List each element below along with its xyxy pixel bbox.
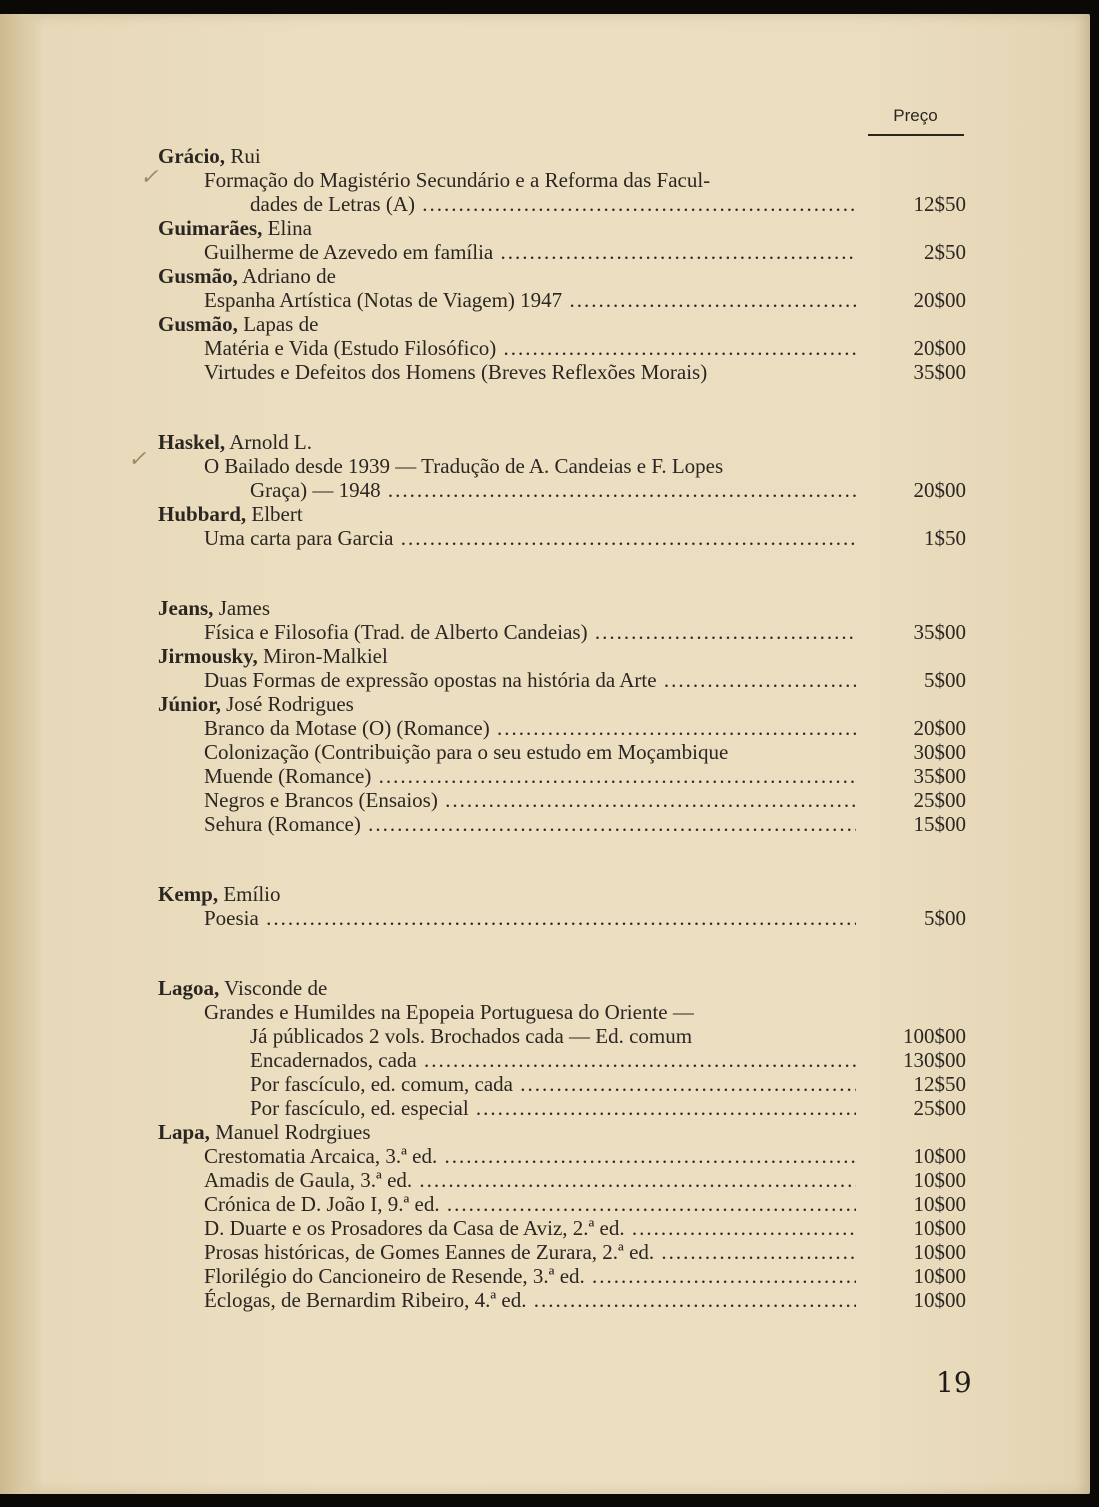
section-gap [158, 550, 968, 596]
author-heading [158, 692, 968, 716]
book-subtitle: Por fascículo, ed. especial ..... [250, 1096, 856, 1120]
book-entry [158, 668, 968, 692]
book-price: 10$00 [913, 1264, 966, 1288]
book-price: 10$00 [913, 1240, 966, 1264]
book-title: Duas Formas de expressão opostas na história da Arte ..... [204, 668, 856, 692]
book-price: 10$00 [913, 1168, 966, 1192]
book-title: Prosas históricas, de Gomes Eannes de Zurara, 2.ª ed. ..... [204, 1240, 856, 1264]
author-surname: Lagoa, [158, 976, 220, 1000]
author-heading [158, 596, 968, 620]
author-given-name: Lapas de [243, 312, 319, 336]
book-title: Muende (Romance) ..... [204, 764, 856, 788]
book-price: 12$50 [913, 192, 966, 216]
author-given-name: Arnold L. [229, 430, 313, 454]
author-given-name: Manuel Rodrgiues [215, 1120, 371, 1144]
book-title: Florilégio do Cancioneiro de Resende, 3.ª ed. ..... [204, 1264, 856, 1288]
page-spine [0, 14, 42, 1494]
book-title: Uma carta para Garcia ..... [204, 526, 856, 550]
book-title: Formação do Magistério Secundário e a Reforma das Facul- [204, 168, 711, 192]
book-entry [158, 764, 968, 788]
book-entry [158, 288, 968, 312]
book-entry [158, 526, 968, 550]
author-surname: Lapa, [158, 1120, 210, 1144]
book-title: Crónica de D. João I, 9.ª ed. ..... [204, 1192, 856, 1216]
author-given-name: Emílio [223, 882, 281, 906]
author-surname: Júnior, [158, 692, 221, 716]
book-sub-entry [158, 1096, 968, 1120]
author-given-name: José Rodrigues [226, 692, 354, 716]
author-given-name: Elbert [251, 502, 303, 526]
price-header-rule [868, 134, 964, 136]
book-entry [158, 478, 968, 502]
author-surname: Guimarães, [158, 216, 263, 240]
book-entry [158, 906, 968, 930]
author-heading [158, 1120, 968, 1144]
book-title: Negros e Brancos (Ensaios) ..... [204, 788, 856, 812]
book-title-continued: Graça) — 1948 ..... [250, 478, 856, 502]
author-given-name: Miron-Malkiel [263, 644, 388, 668]
book-title-continued: dades de Letras (A) ..... [250, 192, 856, 216]
book-price: 25$00 [913, 1096, 966, 1120]
book-title: Grandes e Humildes na Epopeia Portuguesa do Oriente — [204, 1000, 694, 1024]
book-entry [158, 168, 968, 192]
book-entry [158, 788, 968, 812]
author-surname: Haskel, [158, 430, 226, 454]
book-title: Poesia ..... [204, 906, 856, 930]
book-entry [158, 1192, 968, 1216]
author-given-name: Adriano de [242, 264, 336, 288]
book-entry [158, 1288, 968, 1312]
section-gap [158, 836, 968, 882]
book-entry [158, 454, 968, 478]
author-given-name: James [218, 596, 271, 620]
author-heading [158, 264, 968, 288]
book-title: Espanha Artística (Notas de Viagem) 1947 ..... [204, 288, 856, 312]
book-title: Matéria e Vida (Estudo Filosófico) ..... [204, 336, 856, 360]
book-price: 10$00 [913, 1144, 966, 1168]
author-given-name: Visconde de [224, 976, 328, 1000]
section-gap [158, 384, 968, 430]
pencil-check-mark: ✓ [140, 164, 159, 189]
book-title: Virtudes e Defeitos dos Homens (Breves Reflexões Morais) [204, 360, 708, 384]
book-price: 10$00 [913, 1216, 966, 1240]
author-heading [158, 312, 968, 336]
book-price: 20$00 [913, 478, 966, 502]
book-title: Guilherme de Azevedo em família ..... [204, 240, 856, 264]
book-title: Branco da Motase (O) (Romance) ..... [204, 716, 856, 740]
author-surname: Gusmão, [158, 264, 238, 288]
book-entry [158, 336, 968, 360]
book-price: 20$00 [913, 716, 966, 740]
book-entry [158, 1144, 968, 1168]
catalog-list [158, 144, 968, 1312]
book-title: Amadis de Gaula, 3.ª ed. ..... [204, 1168, 856, 1192]
book-sub-entry [158, 1048, 968, 1072]
book-title: Crestomatia Arcaica, 3.ª ed. ..... [204, 1144, 856, 1168]
author-heading [158, 882, 968, 906]
author-surname: Kemp, [158, 882, 219, 906]
book-price: 35$00 [913, 360, 966, 384]
book-title: Sehura (Romance) ..... [204, 812, 856, 836]
book-entry [158, 192, 968, 216]
book-entry [158, 620, 968, 644]
book-entry [158, 240, 968, 264]
book-price: 130$00 [903, 1048, 966, 1072]
book-price: 35$00 [913, 764, 966, 788]
author-heading [158, 976, 968, 1000]
book-price: 2$50 [924, 240, 966, 264]
book-title: D. Duarte e os Prosadores da Casa de Aviz, 2.ª ed. ..... [204, 1216, 856, 1240]
book-price: 15$00 [913, 812, 966, 836]
book-sub-entry [158, 1072, 968, 1096]
book-entry [158, 740, 968, 764]
book-price: 1$50 [924, 526, 966, 550]
author-surname: Jeans, [158, 596, 214, 620]
book-subtitle: Por fascículo, ed. comum, cada ..... [250, 1072, 856, 1096]
book-subtitle: Já públicados 2 vols. Brochados cada — Ed. comum [250, 1024, 693, 1048]
book-entry [158, 1168, 968, 1192]
book-sub-entry [158, 1024, 968, 1048]
book-price: 10$00 [913, 1192, 966, 1216]
book-price: 25$00 [913, 788, 966, 812]
author-heading [158, 144, 968, 168]
book-price: 20$00 [913, 288, 966, 312]
book-price: 5$00 [924, 906, 966, 930]
book-price: 30$00 [913, 740, 966, 764]
author-heading [158, 644, 968, 668]
book-price: 12$50 [913, 1072, 966, 1096]
book-price: 20$00 [913, 336, 966, 360]
book-entry [158, 1216, 968, 1240]
book-price: 100$00 [903, 1024, 966, 1048]
section-gap [158, 930, 968, 976]
author-surname: Gusmão, [158, 312, 238, 336]
book-entry [158, 812, 968, 836]
book-title: Física e Filosofia (Trad. de Alberto Candeias) ..... [204, 620, 856, 644]
book-price: 5$00 [924, 668, 966, 692]
author-heading [158, 216, 968, 240]
book-price: 10$00 [913, 1288, 966, 1312]
author-given-name: Elina [267, 216, 312, 240]
book-price: 35$00 [913, 620, 966, 644]
price-column-header: Preço [893, 106, 938, 125]
author-surname: Jirmousky, [158, 644, 258, 668]
book-title: Éclogas, de Bernardim Ribeiro, 4.ª ed. ..... [204, 1288, 856, 1312]
pencil-check-mark: ✓ [128, 446, 147, 471]
author-given-name: Rui [230, 144, 261, 168]
author-surname: Hubbard, [158, 502, 247, 526]
author-surname: Grácio, [158, 144, 226, 168]
book-entry [158, 1264, 968, 1288]
book-entry [158, 1240, 968, 1264]
book-subtitle: Encadernados, cada ..... [250, 1048, 856, 1072]
book-title: O Bailado desde 1939 — Tradução de A. Candeias e F. Lopes [204, 454, 724, 478]
book-entry [158, 360, 968, 384]
page-number: 19 [936, 1366, 972, 1399]
catalog-page [0, 14, 1090, 1494]
book-entry [158, 1000, 968, 1024]
author-heading [158, 430, 968, 454]
book-entry [158, 716, 968, 740]
book-title: Colonização (Contribuição para o seu estudo em Moçambique [204, 740, 729, 764]
author-heading [158, 502, 968, 526]
